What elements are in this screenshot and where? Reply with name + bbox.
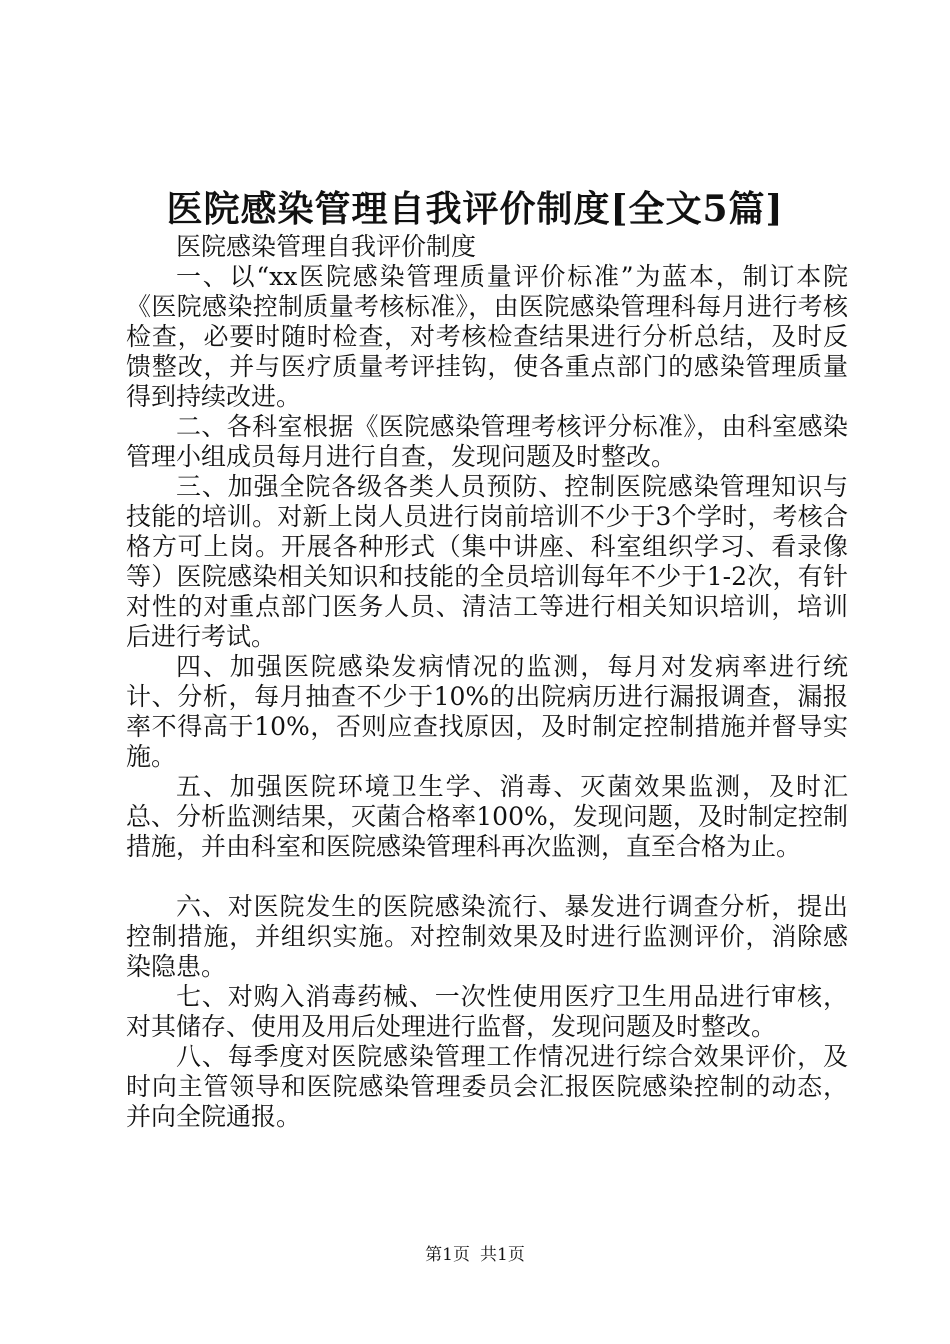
page-total: 共1页 <box>480 1245 525 1265</box>
paragraph-1: 一、以“xx医院感染管理质量评价标准”为蓝本，制订本院《医院感染控制质量考核标准》，由医院感染管理科每月进行考核检查，必要时随时检查，对考核检查结果进行分析总结，及时反馈整改，并与医疗质量考评挂钩，使各重点部门的感染管理质量得到持续改进。 <box>126 262 848 411</box>
paragraph-6: 六、对医院发生的医院感染流行、暴发进行调查分析，提出控制措施，并组织实施。对控制效果及时进行监测评价，消除感染隐患。 <box>126 892 848 981</box>
section-heading: 医院感染管理自我评价制度 <box>176 232 477 261</box>
document-title: 医院感染管理自我评价制度[全文5篇] <box>166 188 784 230</box>
paragraph-4: 四、加强医院感染发病情况的监测，每月对发病率进行统计、分析，每月抽查不少于10%的出院病历进行漏报调查，漏报率不得高于10%，否则应查找原因，及时制定控制措施并督导实施。 <box>126 652 848 771</box>
page-footer <box>0 1244 950 1266</box>
paragraph-8: 八、每季度对医院感染管理工作情况进行综合效果评价，及时向主管领导和医院感染管理委员会汇报医院感染控制的动态，并向全院通报。 <box>126 1042 848 1131</box>
paragraph-5: 五、加强医院环境卫生学、消毒、灭菌效果监测，及时汇总、分析监测结果，灭菌合格率100%，发现问题，及时制定控制措施，并由科室和医院感染管理科再次监测，直至合格为止。 <box>126 772 848 861</box>
page-number: 第1页 <box>425 1245 470 1265</box>
document-body <box>126 232 848 1132</box>
paragraph-3: 三、加强全院各级各类人员预防、控制医院感染管理知识与技能的培训。对新上岗人员进行岗前培训不少于3个学时，考核合格方可上岗。开展各种形式（集中讲座、科室组织学习、看录像等）医院感染相关知识和技能的全员培训每年不少于1-2次，有针对性的对重点部门医务人员、清洁工等进行相关知识培训，培训后进行考试。 <box>126 472 848 651</box>
paragraph-7: 七、对购入消毒药械、一次性使用医疗卫生用品进行审核，对其储存、使用及用后处理进行监督，发现问题及时整改。 <box>126 982 848 1041</box>
paragraph-2: 二、各科室根据《医院感染管理考核评分标准》，由科室感染管理小组成员每月进行自查，发现问题及时整改。 <box>126 412 848 471</box>
